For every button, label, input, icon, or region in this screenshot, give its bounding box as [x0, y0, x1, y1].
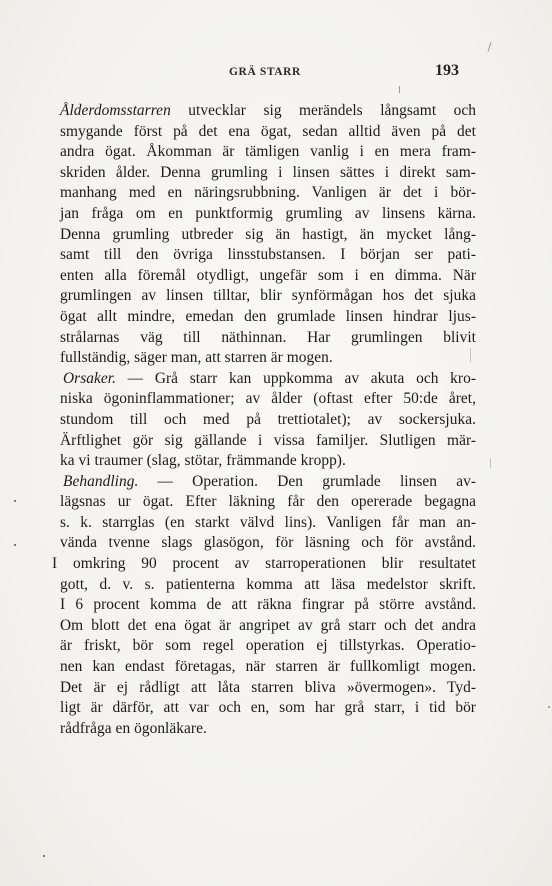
line-text: gott, d. v. s. patienterna komma att läsa medelstor skrift. — [60, 575, 476, 593]
text-line — [60, 472, 476, 493]
line-text: Ärftlighet gör sig gällande i vissa familjer. Slutligen mär- — [60, 431, 476, 449]
text-line — [60, 266, 476, 287]
line-text: manhang med en näringsrubbning. Vanligen är det i bör- — [60, 184, 476, 202]
text-line — [60, 410, 476, 431]
line-text: Det är ej rådligt att låta starren bliva »övermogen». Tyd- — [60, 678, 476, 696]
line-text: stundom till och med på trettiotalet); av sockersjuka. — [60, 410, 476, 428]
text-line — [60, 142, 476, 163]
body-text — [52, 101, 476, 739]
text-line — [60, 369, 476, 390]
text-line — [60, 183, 476, 204]
scan-mark — [487, 42, 491, 52]
text-line — [60, 451, 476, 472]
text-line — [60, 533, 476, 554]
line-text: strålarnas väg till näthinnan. Har grumlingen blivit — [60, 328, 476, 346]
page-number: 193 — [435, 62, 459, 79]
line-text: ka vi traumer (slag, stötar, främmande kropp). — [60, 452, 346, 470]
line-text: utvecklar sig merändels långsamt och — [170, 102, 476, 119]
text-line — [60, 698, 476, 719]
text-line — [60, 657, 476, 678]
line-text: nen kan endast företagas, när starren är fullkomligt mogen. — [60, 658, 476, 676]
scan-mark — [470, 348, 471, 362]
line-text: Denna grumling utbreder sig än hastigt, än mycket lång- — [60, 225, 476, 243]
line-text: ögat allt mindre, emedan den grumlade linsen hindrar ljus- — [60, 307, 476, 325]
scan-speck — [548, 706, 550, 708]
text-line — [52, 554, 476, 575]
line-text: — Operation. Den grumlade linsen av- — [138, 472, 476, 490]
text-line — [60, 719, 476, 740]
line-text: niska ögoninflammationer; av ålder (oftast efter 50:de året, — [60, 390, 476, 408]
text-line — [60, 307, 476, 328]
italic-heading: Behandling. — [63, 472, 139, 490]
scan-speck — [43, 855, 45, 857]
line-text: rådfråga en ögonläkare. — [60, 719, 207, 737]
text-line — [60, 575, 476, 596]
line-text: smygande först på det ena ögat, sedan alltid även på det — [60, 122, 476, 140]
text-line — [60, 431, 476, 452]
running-head-title: GRÄ STARR — [229, 66, 301, 78]
text-line — [60, 225, 476, 246]
text-line — [60, 636, 476, 657]
scan-speck — [14, 500, 16, 502]
text-line — [60, 348, 476, 369]
line-text: vända tvenne slags glasögon, för läsning och för avstånd. — [60, 534, 476, 552]
text-line — [60, 616, 476, 637]
text-line — [60, 513, 476, 534]
italic-heading: Ålderdomsstarren — [60, 102, 171, 119]
scan-speck — [14, 544, 16, 546]
scan-mark — [490, 458, 491, 468]
text-line — [60, 389, 476, 410]
text-line — [60, 595, 476, 616]
text-line — [60, 101, 476, 122]
text-line — [60, 492, 476, 513]
line-text: I omkring 90 procent av starroperationen blir resultatet — [52, 555, 476, 573]
line-text: — Grå starr kan uppkomma av akuta och kro- — [115, 369, 476, 387]
text-line — [60, 245, 476, 266]
line-text: samt till den övriga linsstubstansen. I början ser pati- — [60, 246, 476, 264]
text-line — [60, 328, 476, 349]
italic-heading: Orsaker. — [63, 369, 116, 387]
line-text: andra ögat. Åkomman är tämligen vanlig i en mera fram- — [60, 143, 476, 161]
line-text: I 6 procent komma de att räkna fingrar på större avstånd. — [60, 596, 476, 614]
line-text: skriden ålder. Denna grumling i linsen sättes i direkt sam- — [60, 163, 476, 181]
text-line — [60, 122, 476, 143]
line-text: enten alla föremål otydligt, ungefär som i en dimma. När — [60, 266, 476, 284]
text-line — [60, 163, 476, 184]
text-line — [60, 678, 476, 699]
line-text: Om blott det ena ögat är angripet av grå starr och det andra — [60, 616, 476, 634]
line-text: är friskt, bör som regel operation ej tillstyrkas. Operatio- — [60, 637, 476, 655]
line-text: lägsnas ur ögat. Efter läkning får den opererade begagna — [60, 493, 476, 511]
line-text: fullständig, säger man, att starren är mogen. — [60, 349, 333, 367]
scan-mark — [399, 86, 400, 93]
line-text: s. k. starrglas (en starkt välvd lins). Vanligen får man an- — [60, 513, 476, 531]
text-line — [60, 286, 476, 307]
running-head — [0, 62, 552, 82]
line-text: ligt är därför, att var och en, som har grå starr, i tid bör — [60, 699, 476, 717]
text-line — [60, 204, 476, 225]
line-text: jan fråga om en punktformig grumling av linsens kärna. — [60, 204, 476, 222]
line-text: grumlingen av linsen tilltar, blir synförmågan hos det sjuka — [60, 287, 476, 305]
